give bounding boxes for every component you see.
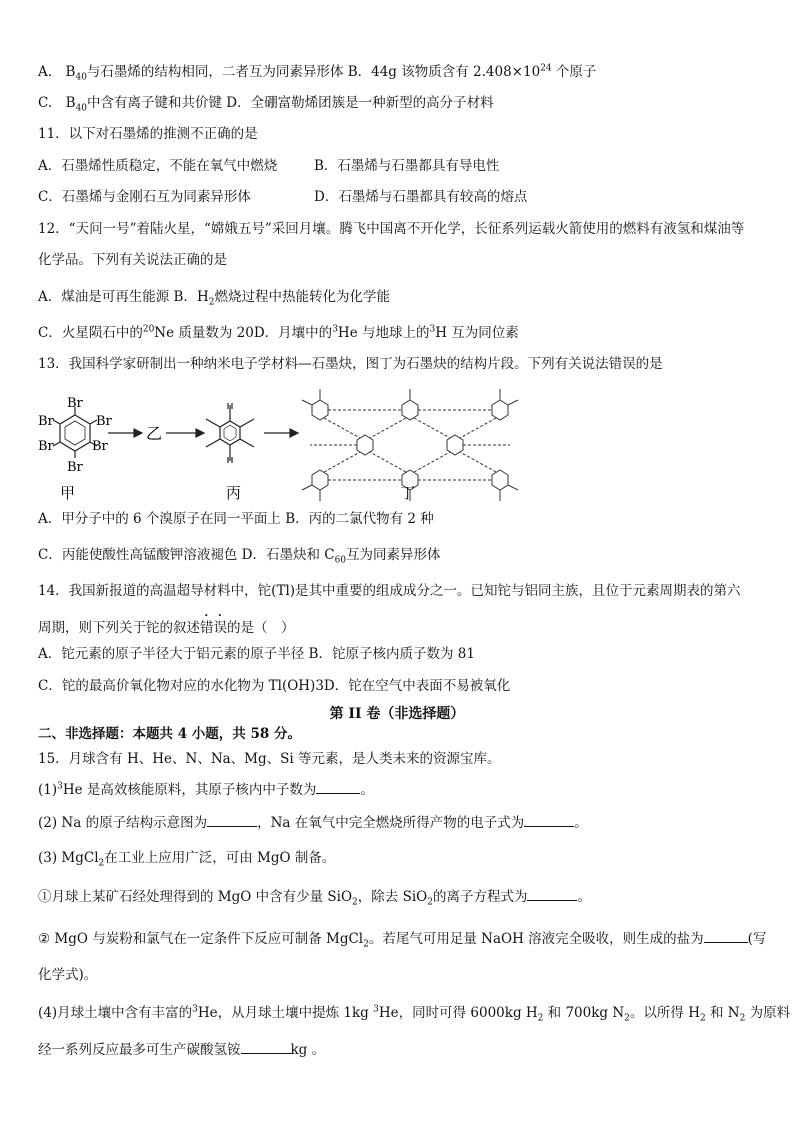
q13-option-cd: C．丙能使酸性高锰酸钾溶液褪色 D．石墨炔和 $C_{60}$互为同素异形体	[38, 547, 441, 566]
q15-part3a: ①月球上某矿石经处理得到的 MgO 中含有少量 SiO$_2$，除去 SiO$_2$的离子方程式为 。	[38, 889, 591, 908]
answer-blank[interactable]	[241, 1041, 291, 1054]
q10-option-ab: A. $B_{40}$与石墨烯的结构相同，二者互为同素异形体 B．44g 该物质含有 $2.408\times 10^{24}$ 个原子	[38, 63, 597, 83]
q15-part3: (3) MgCl$_2$在工业上应用广泛，可由 MgO 制备。	[38, 850, 336, 869]
q12-stem-line2: 化学品。下列有关说法正确的是	[38, 252, 227, 268]
br-label: Br	[38, 439, 54, 454]
reaction-arrow	[264, 429, 298, 437]
q15-part3b: ② MgO 与炭粉和氯气在一定条件下反应可制备 MgCl$_2$。若尾气可用足量 NaOH 溶液完全吸收，则生成的盐为 (写	[38, 931, 767, 950]
q15-part4: (4)月球土壤中含有丰富的$^3$He，从月球土壤中提炼 1kg $^3$He，同时可得 6000kg $H_2$ 和 700kg $N_2$。以所得 $H_2$ 和 $N_2$ 为原料	[38, 1004, 791, 1024]
q14-stem-line2: 周期，则下列关于铊的叙述错误的是（ ）	[38, 620, 295, 636]
q15-part2: (2) Na 的原子结构示意图为 ，Na 在氧气中完全燃烧所得产物的电子式为 。	[38, 815, 588, 831]
part2-subheader: 二、非选择题：本题共 4 小题，共 58 分。	[38, 726, 301, 742]
label-yi: 乙	[146, 424, 163, 443]
q10-option-cd: C. $B_{40}$中含有离子键和共价键 D．全硼富勒烯团簇是一种新型的高分子材料	[38, 95, 494, 114]
q11-option-d: D．石墨烯与石墨都具有较高的熔点	[314, 189, 528, 205]
q13-option-ab: A．甲分子中的 6 个溴原子在同一平面上 B．丙的二氯代物有 2 种	[38, 511, 434, 527]
answer-blank[interactable]	[207, 814, 257, 827]
q11-stem: 11．以下对石墨烯的推测不正确的是	[38, 126, 258, 142]
part2-header: 第 II 卷（非选择题）	[329, 706, 465, 722]
q11-option-row1	[38, 157, 500, 175]
q13-stem: 13．我国科学家研制出一种纳米电子学材料—石墨炔，图丁为石墨炔的结构片段。下列有关说法错误的是	[38, 356, 663, 372]
q12-option-ab: A．煤油是可再生能源 B．$H_2$燃烧过程中热能转化为化学能	[38, 289, 390, 308]
q14-stem-line1: 14．我国新报道的高温超导材料中，铊(Tl)是其中重要的组成成分之一。已知铊与铝同主族，且位于元素周期表的第六	[38, 583, 741, 599]
answer-blank[interactable]	[524, 814, 574, 827]
reaction-arrow	[166, 429, 204, 437]
q15-stem: 15．月球含有 H、He、N、Na、Mg、Si 等元素，是人类未来的资源宝库。	[38, 751, 501, 767]
answer-blank[interactable]	[704, 930, 748, 943]
hexaethynylbenzene-structure	[206, 403, 254, 463]
q12-option-cd: C．火星陨石中的$^{20}$Ne 质量数为 20D．月壤中的$^3$He 与地球上的$^3$H 互为同位素	[38, 324, 519, 341]
graphdiyne-reaction-figure	[0, 385, 794, 505]
q15-part3b-line2: 化学式)。	[38, 967, 98, 983]
q12-stem-line1: 12．“天问一号”着陆火星，“嫦娥五号”采回月壤。腾飞中国离不开化学，长征系列运载火箭使用的燃料有液氢和煤油等	[38, 221, 745, 237]
br-label: Br	[67, 396, 83, 411]
reaction-arrow	[108, 429, 142, 437]
hexabromobenzene-structure	[53, 407, 97, 458]
q14-option-ab: A．铊元素的原子半径大于铝元素的原子半径 B．铊原子核内质子数为 81	[38, 646, 475, 662]
q15-part4-line2: 经一系列反应最多可生产碳酸氢铵 kg 。	[38, 1042, 326, 1058]
label-ding: 丁	[400, 484, 416, 502]
q11-option-c: C．石墨烯与金刚石互为同素异形体	[38, 189, 251, 205]
answer-blank[interactable]	[316, 781, 360, 794]
br-label: Br	[92, 439, 108, 454]
label-bing: 丙	[226, 484, 242, 502]
q14-option-cd: C．铊的最高价氧化物对应的水化物为 Tl(OH)3D．铊在空气中表面不易被氧化	[38, 678, 511, 694]
br-label: Br	[38, 414, 54, 429]
q11-option-row2	[38, 188, 528, 206]
br-label: Br	[67, 460, 83, 475]
label-jia: 甲	[60, 484, 76, 502]
br-label: Br	[96, 414, 112, 429]
answer-blank[interactable]	[527, 888, 577, 901]
q11-option-a: A．石墨烯性质稳定，不能在氧气中燃烧	[38, 158, 278, 174]
q11-option-b: B．石墨烯与石墨都具有导电性	[314, 158, 500, 174]
q15-part1: $(1)^3He$ 是高效核能原料，其原子核内中子数为 。	[38, 781, 374, 798]
